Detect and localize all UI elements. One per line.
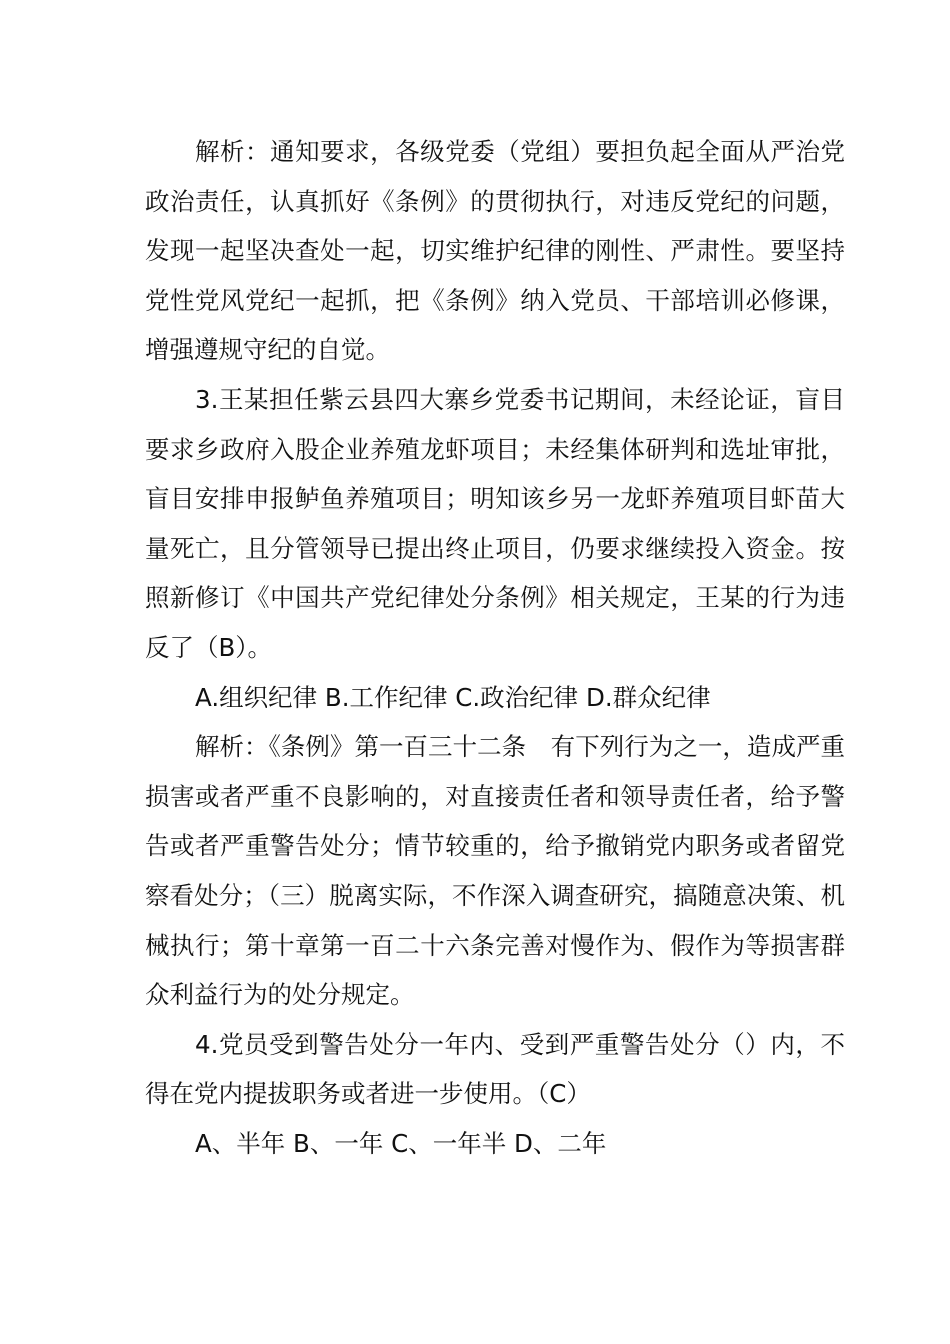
analysis-paragraph-2: 解析：《条例》第一百三十二条 有下列行为之一，造成严重损害或者严重不良影响的，对直接责任者和领导责任者，给予警告或者严重警告处分；情节较重的，给予撤销党内职务或者留党察看处分；（三）脱离实际，不作深入调查研究，搞随意决策、机械执行；第十章第一百二十六条完善对慢作为、假作为等损害群众利益行为的处分规定。 [145,732,845,1010]
question-3-options: A.组织纪律 B.工作纪律 C.政治纪律 D.群众纪律 [195,682,711,712]
question-4: 4.党员受到警告处分一年内、受到严重警告处分（）内，不得在党内提拔职务或者进一步使用。（C） [145,1029,845,1109]
question-4-options: A、半年 B、一年 C、一年半 D、二年 [195,1128,607,1158]
document-body [145,127,845,1168]
question-3: 3.王某担任紫云县四大寨乡党委书记期间，未经论证，盲目要求乡政府入股企业养殖龙虾项目；未经集体研判和选址审批，盲目安排申报鲈鱼养殖项目；明知该乡另一龙虾养殖项目虾苗大量死亡，且分管领导已提出终止项目，仍要求继续投入资金。按照新修订《中国共产党纪律处分条例》相关规定，王某的行为违反了（B）。 [145,384,845,662]
analysis-paragraph-1: 解析：通知要求，各级党委（党组）要担负起全面从严治党政治责任，认真抓好《条例》的贯彻执行，对违反党纪的问题，发现一起坚决查处一起，切实维护纪律的刚性、严肃性。要坚持党性党风党纪一起抓，把《条例》纳入党员、干部培训必修课，增强遵规守纪的自觉。 [145,137,845,365]
